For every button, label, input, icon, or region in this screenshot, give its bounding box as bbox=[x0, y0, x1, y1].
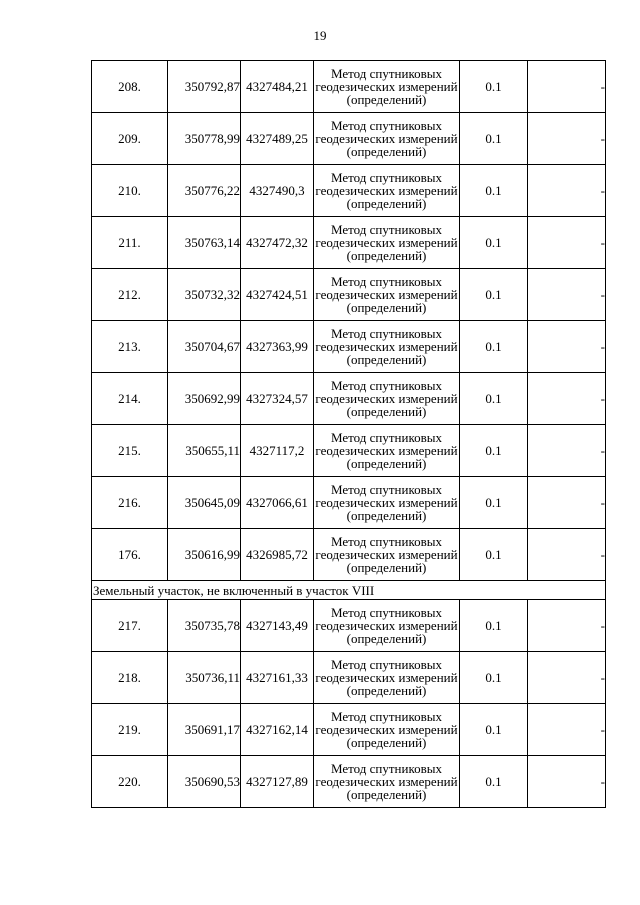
x-coordinate-cell: 350645,09 bbox=[168, 477, 241, 529]
method-line: Метод спутниковых bbox=[330, 534, 442, 549]
precision-cell: 0.1 bbox=[460, 477, 528, 529]
description-cell: - bbox=[528, 165, 606, 217]
table-row bbox=[92, 600, 606, 652]
point-number-cell: 219. bbox=[92, 704, 168, 756]
method-line: геодезических измерений bbox=[315, 547, 458, 562]
method-line: Метод спутниковых bbox=[330, 430, 442, 445]
y-coordinate-cell: 4327484,21 bbox=[241, 61, 314, 113]
method-line: (определений) bbox=[346, 196, 427, 211]
description-cell: - bbox=[528, 756, 606, 808]
method-cell bbox=[314, 217, 460, 269]
table-row bbox=[92, 477, 606, 529]
method-cell bbox=[314, 600, 460, 652]
method-cell bbox=[314, 529, 460, 581]
x-coordinate-cell: 350735,78 bbox=[168, 600, 241, 652]
x-coordinate-cell: 350776,22 bbox=[168, 165, 241, 217]
point-number-cell: 213. bbox=[92, 321, 168, 373]
x-coordinate-cell: 350616,99 bbox=[168, 529, 241, 581]
method-line: геодезических измерений bbox=[315, 670, 458, 685]
method-cell bbox=[314, 756, 460, 808]
method-line: геодезических измерений bbox=[315, 79, 458, 94]
x-coordinate-cell: 350691,17 bbox=[168, 704, 241, 756]
method-line: геодезических измерений bbox=[315, 287, 458, 302]
method-line: (определений) bbox=[346, 508, 427, 523]
y-coordinate-cell: 4327490,3 bbox=[241, 165, 314, 217]
precision-cell: 0.1 bbox=[460, 113, 528, 165]
page-number: 19 bbox=[313, 28, 327, 43]
description-cell: - bbox=[528, 269, 606, 321]
coordinates-table-body bbox=[92, 61, 606, 808]
method-line: Метод спутниковых bbox=[330, 378, 442, 393]
coordinates-table bbox=[91, 60, 606, 808]
point-number-cell: 210. bbox=[92, 165, 168, 217]
point-number-cell: 218. bbox=[92, 652, 168, 704]
precision-cell: 0.1 bbox=[460, 600, 528, 652]
method-cell bbox=[314, 704, 460, 756]
y-coordinate-cell: 4327489,25 bbox=[241, 113, 314, 165]
point-number-cell: 208. bbox=[92, 61, 168, 113]
x-coordinate-cell: 350655,11 bbox=[168, 425, 241, 477]
precision-cell: 0.1 bbox=[460, 321, 528, 373]
method-line: (определений) bbox=[346, 683, 427, 698]
point-number-cell: 216. bbox=[92, 477, 168, 529]
precision-cell: 0.1 bbox=[460, 425, 528, 477]
method-line: (определений) bbox=[346, 560, 427, 575]
y-coordinate-cell: 4327161,33 bbox=[241, 652, 314, 704]
y-coordinate-cell: 4327117,2 bbox=[241, 425, 314, 477]
method-line: (определений) bbox=[346, 352, 427, 367]
x-coordinate-cell: 350778,99 bbox=[168, 113, 241, 165]
method-line: (определений) bbox=[346, 787, 427, 802]
method-line: геодезических измерений bbox=[315, 183, 458, 198]
method-cell bbox=[314, 165, 460, 217]
method-line: Метод спутниковых bbox=[330, 222, 442, 237]
method-line: (определений) bbox=[346, 300, 427, 315]
precision-cell: 0.1 bbox=[460, 529, 528, 581]
method-line: (определений) bbox=[346, 404, 427, 419]
method-line: (определений) bbox=[346, 456, 427, 471]
description-cell: - bbox=[528, 600, 606, 652]
x-coordinate-cell: 350763,14 bbox=[168, 217, 241, 269]
table-row bbox=[92, 652, 606, 704]
precision-cell: 0.1 bbox=[460, 756, 528, 808]
method-line: Метод спутниковых bbox=[330, 274, 442, 289]
method-line: Метод спутниковых bbox=[330, 709, 442, 724]
x-coordinate-cell: 350692,99 bbox=[168, 373, 241, 425]
method-cell bbox=[314, 373, 460, 425]
precision-cell: 0.1 bbox=[460, 704, 528, 756]
y-coordinate-cell: 4327324,57 bbox=[241, 373, 314, 425]
y-coordinate-cell: 4327143,49 bbox=[241, 600, 314, 652]
method-line: (определений) bbox=[346, 631, 427, 646]
y-coordinate-cell: 4327424,51 bbox=[241, 269, 314, 321]
point-number-cell: 220. bbox=[92, 756, 168, 808]
point-number-cell: 212. bbox=[92, 269, 168, 321]
precision-cell: 0.1 bbox=[460, 217, 528, 269]
x-coordinate-cell: 350690,53 bbox=[168, 756, 241, 808]
point-number-cell: 217. bbox=[92, 600, 168, 652]
y-coordinate-cell: 4327472,32 bbox=[241, 217, 314, 269]
table-row bbox=[92, 113, 606, 165]
point-number-cell: 214. bbox=[92, 373, 168, 425]
description-cell: - bbox=[528, 529, 606, 581]
method-line: Метод спутниковых bbox=[330, 605, 442, 620]
table-row bbox=[92, 165, 606, 217]
table-row bbox=[92, 321, 606, 373]
point-number-cell: 211. bbox=[92, 217, 168, 269]
method-cell bbox=[314, 61, 460, 113]
description-cell: - bbox=[528, 321, 606, 373]
table-row bbox=[92, 373, 606, 425]
method-line: Метод спутниковых bbox=[330, 761, 442, 776]
section-heading: Земельный участок, не включенный в участок VIII bbox=[92, 581, 606, 600]
x-coordinate-cell: 350704,67 bbox=[168, 321, 241, 373]
method-cell bbox=[314, 477, 460, 529]
table-row bbox=[92, 425, 606, 477]
point-number-cell: 176. bbox=[92, 529, 168, 581]
point-number-cell: 209. bbox=[92, 113, 168, 165]
y-coordinate-cell: 4326985,72 bbox=[241, 529, 314, 581]
method-line: геодезических измерений bbox=[315, 495, 458, 510]
x-coordinate-cell: 350792,87 bbox=[168, 61, 241, 113]
method-line: Метод спутниковых bbox=[330, 657, 442, 672]
method-line: Метод спутниковых bbox=[330, 66, 442, 81]
y-coordinate-cell: 4327162,14 bbox=[241, 704, 314, 756]
description-cell: - bbox=[528, 704, 606, 756]
method-cell bbox=[314, 321, 460, 373]
description-cell: - bbox=[528, 477, 606, 529]
method-line: Метод спутниковых bbox=[330, 326, 442, 341]
method-cell bbox=[314, 652, 460, 704]
description-cell: - bbox=[528, 217, 606, 269]
y-coordinate-cell: 4327363,99 bbox=[241, 321, 314, 373]
table-row bbox=[92, 529, 606, 581]
method-cell bbox=[314, 425, 460, 477]
method-line: геодезических измерений bbox=[315, 722, 458, 737]
table-row bbox=[92, 61, 606, 113]
method-line: геодезических измерений bbox=[315, 774, 458, 789]
method-line: геодезических измерений bbox=[315, 443, 458, 458]
section-heading-row bbox=[92, 581, 606, 600]
precision-cell: 0.1 bbox=[460, 61, 528, 113]
description-cell: - bbox=[528, 425, 606, 477]
table-row bbox=[92, 756, 606, 808]
table-row bbox=[92, 704, 606, 756]
method-line: геодезических измерений bbox=[315, 235, 458, 250]
x-coordinate-cell: 350732,32 bbox=[168, 269, 241, 321]
precision-cell: 0.1 bbox=[460, 269, 528, 321]
method-cell bbox=[314, 269, 460, 321]
table-row bbox=[92, 269, 606, 321]
method-cell bbox=[314, 113, 460, 165]
table-row bbox=[92, 217, 606, 269]
method-line: Метод спутниковых bbox=[330, 170, 442, 185]
precision-cell: 0.1 bbox=[460, 165, 528, 217]
y-coordinate-cell: 4327127,89 bbox=[241, 756, 314, 808]
description-cell: - bbox=[528, 113, 606, 165]
method-line: геодезических измерений bbox=[315, 391, 458, 406]
method-line: Метод спутниковых bbox=[330, 482, 442, 497]
x-coordinate-cell: 350736,11 bbox=[168, 652, 241, 704]
method-line: геодезических измерений bbox=[315, 131, 458, 146]
point-number-cell: 215. bbox=[92, 425, 168, 477]
method-line: (определений) bbox=[346, 735, 427, 750]
description-cell: - bbox=[528, 373, 606, 425]
method-line: (определений) bbox=[346, 144, 427, 159]
precision-cell: 0.1 bbox=[460, 652, 528, 704]
method-line: (определений) bbox=[346, 92, 427, 107]
y-coordinate-cell: 4327066,61 bbox=[241, 477, 314, 529]
precision-cell: 0.1 bbox=[460, 373, 528, 425]
method-line: геодезических измерений bbox=[315, 339, 458, 354]
method-line: (определений) bbox=[346, 248, 427, 263]
method-line: Метод спутниковых bbox=[330, 118, 442, 133]
method-line: геодезических измерений bbox=[315, 618, 458, 633]
description-cell: - bbox=[528, 652, 606, 704]
description-cell: - bbox=[528, 61, 606, 113]
